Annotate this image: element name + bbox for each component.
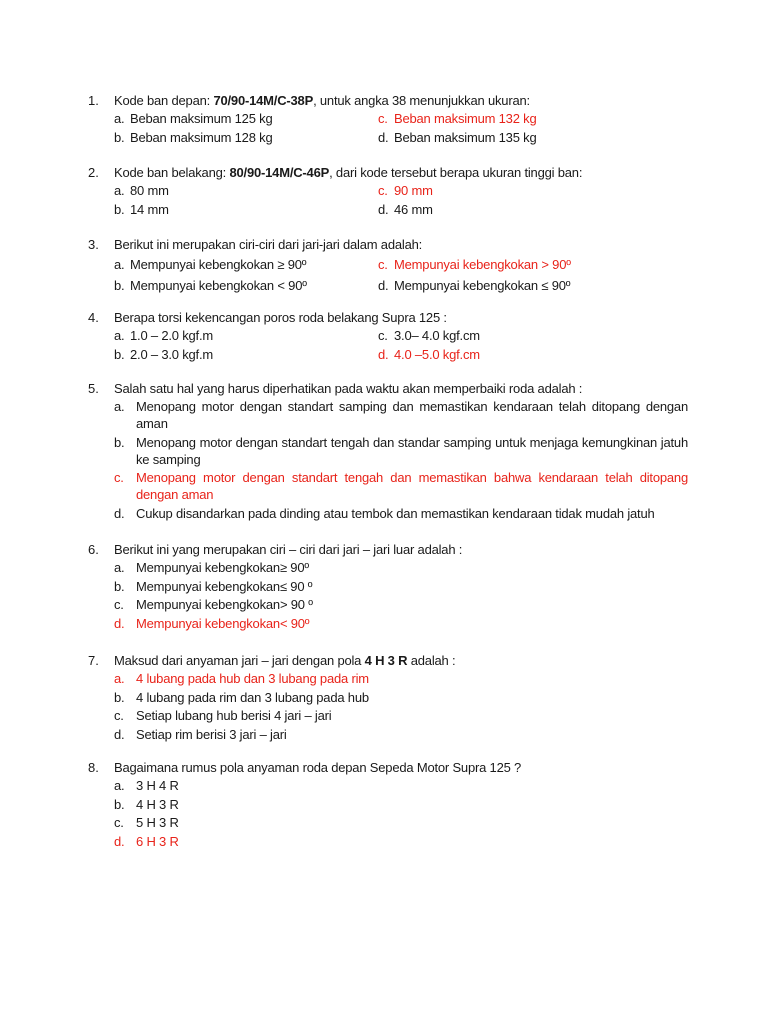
option-a: a. Mempunyai kebengkokan ≥ 90º (114, 257, 307, 272)
question-number: 3. (88, 237, 99, 252)
option-d: d. Beban maksimum 135 kg (378, 129, 537, 145)
option-a: a. Mempunyai kebengkokan≥ 90º (114, 560, 309, 575)
question-number: 5. (88, 381, 99, 396)
option-d: d. 46 mm (378, 201, 433, 217)
question-number: 8. (88, 760, 99, 775)
option-b: b. Menopang motor dengan standart tengah dan standar samping untuk menjaga kemungkinan jatuh ke samping (114, 434, 688, 467)
question-number: 4. (88, 310, 99, 325)
option-d: d. Mempunyai kebengkokan ≤ 90º (378, 278, 571, 293)
question-number: 6. (88, 542, 99, 557)
question-2 (88, 164, 688, 219)
option-b: b. Mempunyai kebengkokan < 90º (114, 278, 307, 293)
option-b: b. 4 lubang pada rim dan 3 lubang pada hub (114, 689, 369, 705)
option-c-answer: c. Menopang motor dengan standart tengah dan memastikan bahwa kendaraan telah ditopang dengan aman (114, 470, 688, 502)
option-a-answer: a. 4 lubang pada hub dan 3 lubang pada rim (114, 671, 369, 686)
option-b: b. 14 mm (114, 201, 169, 217)
question-5 (88, 380, 688, 523)
question-text: Bagaimana rumus pola anyaman roda depan Sepeda Motor Supra 125 ? (114, 760, 522, 775)
option-d-answer: d. 4.0 –5.0 kgf.cm (378, 346, 480, 362)
question-3 (88, 236, 688, 296)
option-d-answer: d. Mempunyai kebengkokan< 90º (114, 615, 310, 631)
option-c: c. Mempunyai kebengkokan> 90 º (114, 597, 313, 612)
question-number: 7. (88, 653, 99, 668)
question-number: 1. (88, 93, 99, 108)
option-b: b. 2.0 – 3.0 kgf.m (114, 346, 213, 362)
option-a: a. Beban maksimum 125 kg (114, 111, 273, 126)
question-number: 2. (88, 165, 99, 180)
question-text: Maksud dari anyaman jari – jari dengan pola 4 H 3 R adalah : (114, 653, 456, 668)
question-4 (88, 309, 688, 364)
option-c-answer: c. 90 mm (378, 183, 433, 198)
option-d-answer: d. 6 H 3 R (114, 833, 179, 849)
option-a: a. Menopang motor dengan standart samping dan memastikan kendaraan telah ditopang dengan aman (114, 399, 688, 431)
question-text: Kode ban belakang: 80/90-14M/C-46P, dari kode tersebut berapa ukuran tinggi ban: (114, 165, 583, 180)
option-b: b. 4 H 3 R (114, 796, 179, 812)
question-text: Berikut ini merupakan ciri-ciri dari jari-jari dalam adalah: (114, 237, 423, 252)
question-text: Kode ban depan: 70/90-14M/C-38P, untuk angka 38 menunjukkan ukuran: (114, 93, 530, 108)
question-text: Berapa torsi kekencangan poros roda belakang Supra 125 : (114, 310, 447, 325)
question-1 (88, 92, 688, 147)
option-b: b. Beban maksimum 128 kg (114, 129, 273, 145)
option-c-answer: c. Beban maksimum 132 kg (378, 111, 537, 126)
option-c: c. Setiap lubang hub berisi 4 jari – jari (114, 708, 332, 723)
option-a: a. 80 mm (114, 183, 169, 198)
option-a: a. 3 H 4 R (114, 778, 179, 793)
question-text: Salah satu hal yang harus diperhatikan pada waktu akan memperbaiki roda adalah : (114, 381, 583, 396)
option-c: c. 3.0– 4.0 kgf.cm (378, 328, 480, 343)
question-6 (88, 541, 688, 633)
option-a: a. 1.0 – 2.0 kgf.m (114, 328, 213, 343)
question-7 (88, 652, 688, 744)
option-d: d. Cukup disandarkan pada dinding atau tembok dan memastikan kendaraan tidak mudah jatuh (114, 505, 655, 521)
question-8 (88, 759, 688, 851)
option-d: d. Setiap rim berisi 3 jari – jari (114, 726, 287, 742)
option-c: c. 5 H 3 R (114, 815, 179, 830)
question-text: Berikut ini yang merupakan ciri – ciri dari jari – jari luar adalah : (114, 542, 463, 557)
option-b: b. Mempunyai kebengkokan≤ 90 º (114, 578, 313, 594)
option-c-answer: c. Mempunyai kebengkokan > 90º (378, 257, 571, 272)
